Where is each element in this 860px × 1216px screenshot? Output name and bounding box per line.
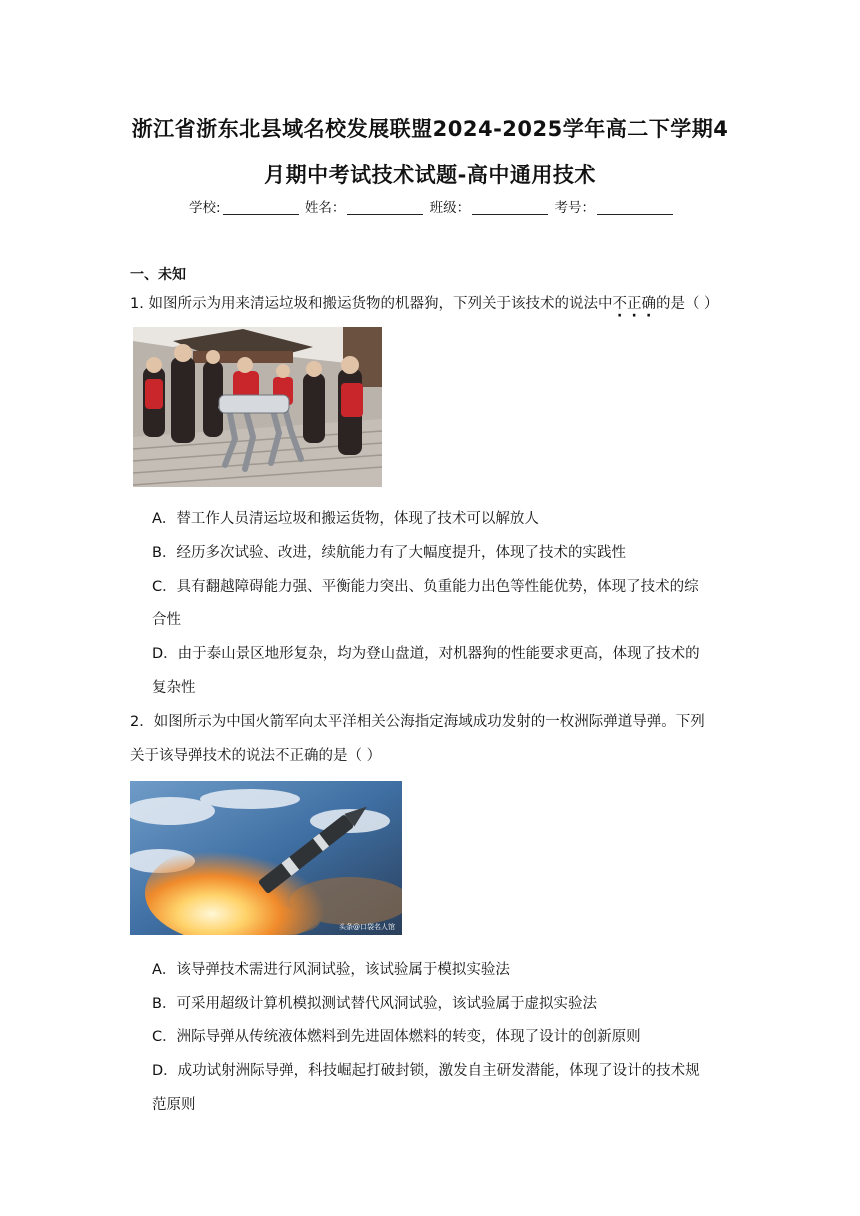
number-blank[interactable] bbox=[597, 200, 673, 215]
robot-dog-photo bbox=[133, 327, 382, 487]
question-1-stem-end: 的是（ ） bbox=[655, 296, 719, 312]
number-label: 考号： bbox=[554, 200, 595, 216]
emphasis-char: 不 bbox=[612, 296, 627, 312]
question-1-option-b[interactable]: B．经历多次试验、改进，续航能力有了大幅度提升，体现了技术的实践性 bbox=[152, 545, 626, 561]
question-1-option-a[interactable]: A．替工作人员清运垃圾和搬运货物，体现了技术可以解放人 bbox=[152, 511, 539, 527]
missile-photo bbox=[130, 781, 402, 935]
name-blank[interactable] bbox=[347, 200, 423, 215]
question-2-option-c[interactable]: C．洲际导弹从传统液体燃料到先进固体燃料的转变，体现了设计的创新原则 bbox=[152, 1029, 641, 1045]
name-label: 姓名： bbox=[304, 200, 346, 216]
question-2-stem-cont: 关于该导弹技术的说法不正确的是（ ） bbox=[130, 748, 382, 764]
question-1-option-c-cont: 合性 bbox=[152, 612, 181, 628]
question-2-option-d-cont: 范原则 bbox=[152, 1097, 196, 1113]
class-blank[interactable] bbox=[472, 200, 548, 215]
exam-title-line-1: 浙江省浙东北县域名校发展联盟2024-2025学年高二下学期4 bbox=[131, 117, 729, 141]
question-2-option-b[interactable]: B．可采用超级计算机模拟测试替代风洞试验，该试验属于虚拟实验法 bbox=[152, 996, 597, 1012]
question-1-stem-text: 1. 如图所示为用来清运垃圾和搬运货物的机器狗，下列关于该技术的说法中 bbox=[130, 296, 613, 312]
section-heading: 一、未知 bbox=[130, 267, 186, 283]
question-1-stem bbox=[130, 292, 719, 313]
exam-title-line-2: 月期中考试技术试题-高中通用技术 bbox=[264, 163, 596, 187]
class-label: 班级： bbox=[429, 200, 471, 216]
emphasis-char: 正 bbox=[626, 296, 642, 312]
question-2-stem: 2．如图所示为中国火箭军向太平洋相关公海指定海域成功发射的一枚洲际弹道导弹。下列 bbox=[130, 714, 705, 730]
question-1-option-d[interactable]: D．由于泰山景区地形复杂，均为登山盘道，对机器狗的性能要求更高，体现了技术的 bbox=[152, 646, 700, 662]
student-info-row bbox=[0, 196, 860, 216]
question-1-option-d-cont: 复杂性 bbox=[152, 680, 196, 696]
question-1-option-c[interactable]: C．具有翻越障碍能力强、平衡能力突出、负重能力出色等性能优势，体现了技术的综 bbox=[152, 579, 699, 595]
school-label: 学校: bbox=[189, 200, 221, 216]
question-2-option-a[interactable]: A．该导弹技术需进行风洞试验，该试验属于模拟实验法 bbox=[152, 962, 510, 978]
photo-watermark: 头条@口袋名人馆 bbox=[339, 923, 395, 931]
emphasis-char: 确 bbox=[641, 296, 656, 312]
question-2-option-d[interactable]: D．成功试射洲际导弹，科技崛起打破封锁，激发自主研发潜能，体现了设计的技术规 bbox=[152, 1063, 700, 1079]
school-blank[interactable] bbox=[223, 200, 299, 215]
